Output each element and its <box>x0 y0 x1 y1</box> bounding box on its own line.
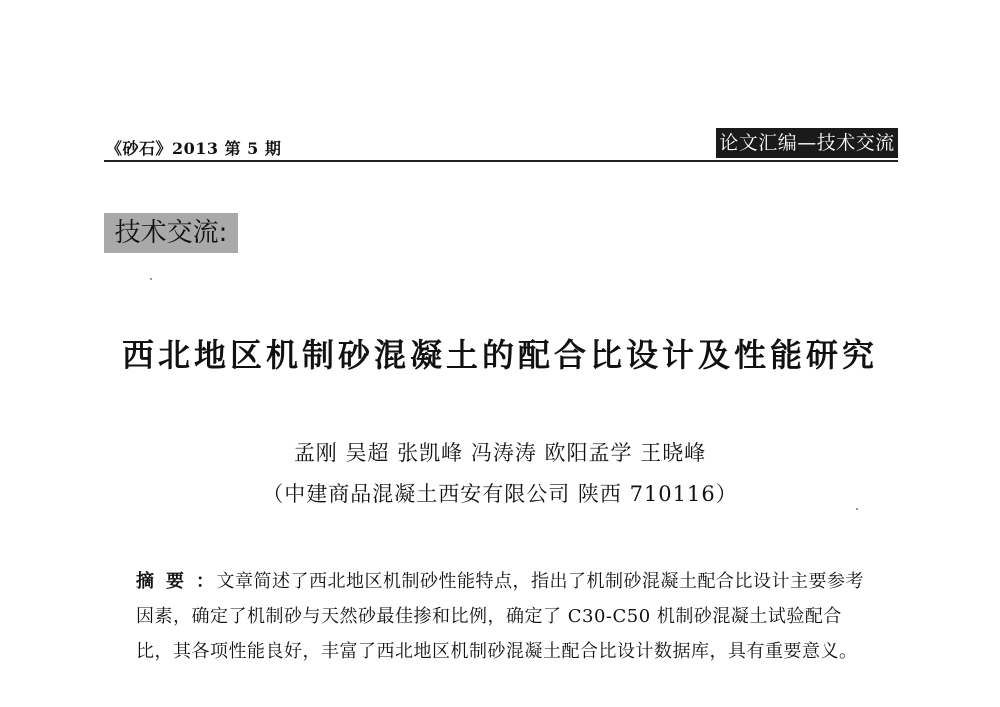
section-tag: 论文汇编—技术交流 <box>716 128 898 158</box>
author-affiliation: （中建商品混凝土西安有限公司 陕西 710116） <box>262 482 738 506</box>
article-title: 西北地区机制砂混凝土的配合比设计及性能研究 <box>121 336 878 374</box>
column-tag: 技术交流: <box>104 213 238 253</box>
abstract-label: 摘要 <box>136 571 196 592</box>
scan-speck <box>856 508 858 510</box>
journal-reference: 《砂石》2013 第 5 期 <box>106 139 282 158</box>
scan-speck <box>150 278 152 280</box>
abstract <box>136 564 868 669</box>
abstract-colon: ： <box>196 571 215 592</box>
abstract-text: 文章简述了西北地区机制砂性能特点，指出了机制砂混凝土配合比设计主要参考因素，确定了机制砂与天然砂最佳掺和比例，确定了 C30-C50 机制砂混凝土试验配合比，其各项性能良好，丰富了西北地区机制砂混凝土配合比设计数据库，具有重要意义。 <box>136 571 864 662</box>
header-rule <box>104 160 898 162</box>
author-list: 孟刚 吴超 张凯峰 冯涛涛 欧阳孟学 王晓峰 <box>293 441 707 465</box>
